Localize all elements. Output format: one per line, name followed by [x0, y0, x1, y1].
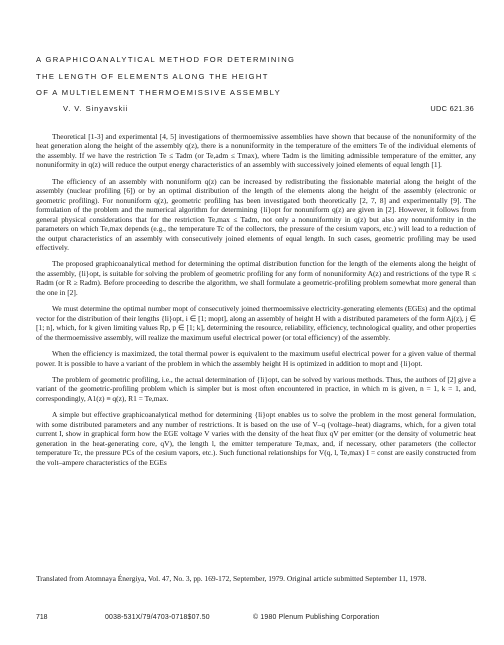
- copyright-notice: © 1980 Plenum Publishing Corporation: [253, 614, 380, 621]
- title-line-3: OF A MULTIELEMENT THERMOEMISSIVE ASSEMBLY: [36, 88, 282, 97]
- author-name: V. V. Sinyavskii: [63, 104, 129, 113]
- paragraph-5: When the efficiency is maximized, the total thermal power is equivalent to the maximum useful electrical power for a given value of thermal power. It is possible to have a variant of the problem in which the assembly height H is optimized in addition to mopt and {li}opt.: [36, 349, 476, 368]
- page-footer: [0, 614, 504, 626]
- paragraph-1: Theoretical [1-3] and experimental [4, 5] investigations of thermoemissive assemblies have shown that because of the nonuniformity of the heat generation along the height of the assembly q(z), there is a nonuniformity in the temperature of the emitters Te of the individual elements of the assembly. If we have the restriction Te ≤ Tadm (or Te,adm ≤ Tmax), where Tadm is the limiting admissible temperature of the emitter, any nonuniformity in q(z) will reduce the output energy characteristics of an assembly with successively joined elements of equal length [1].: [36, 132, 476, 170]
- title-line-2: THE LENGTH OF ELEMENTS ALONG THE HEIGHT: [36, 71, 269, 81]
- udc-code: UDC 621.36: [430, 104, 474, 113]
- title-line-1: A GRAPHICOANALYTICAL METHOD FOR DETERMINING: [36, 55, 296, 64]
- translation-footnote: Translated from Atomnaya Énergiya, Vol. 47, No. 3, pp. 169-172, September, 1979. Original article submitted September 11, 1978.: [36, 574, 427, 583]
- paragraph-3: The proposed graphicoanalytical method for determining the optimal distribution function for the length of the elements along the height of the assembly, {li}opt, is suitable for solving the problem of geometric profiling for any form of nonuniformity A(z) and restrictions of the type R ≤ Radm (or R ≥ Radm). Before proceeding to describe the algorithm, we shall formulate a geometric-profiling problem somewhat more general than the one in [2].: [36, 259, 476, 297]
- paragraph-4: We must determine the optimal number mopt of consecutively joined thermoemissive electricity-generating elements (EGEs) and the optimal vector for the distribution of their lengths {li}opt, i ∈ [1; mopt], along an assembly of height H with a distributed parameters of the form Aj(z), j ∈ [1; n], which, for k given limiting values Rp, p ∈ [1; k], determining the resource, reliability, efficiency, technological quality, and other properties of the thermoemissive assembly, will realize the maximum useful electrical power (or total efficiency) of the assembly.: [36, 304, 476, 342]
- paragraph-2: The efficiency of an assembly with nonuniform q(z) can be increased by redistributing the fissionable material along the height of the assembly (nuclear profiling [6]) or by an optimal distribution of the length of the elements along the height of the assembly (electronic or geometric profiling). For nonuniform q(z), geometric profiling has been investigated both theoretically [2, 7, 8] and experimentally [9]. The formulation of the problem and the numerical algorithm for determining {li}opt for nonuniform q(z) are given in [2]. However, it follows from general physical considerations that for the restriction Te,max ≤ Tadm, not only a nonuniformity in q(z) but also any nonuniformity in the parameters on which Te,max depends (e.g., the temperature Tc of the collectors, the pressure of the cesium vapors, etc.) will lead to a reduction of the output characteristics of an assembly with consecutively joined elements of equal length. In such cases, geometric profiling may be used effectively.: [36, 176, 476, 252]
- article-body: [36, 132, 476, 474]
- page-number: 718: [36, 614, 48, 621]
- paragraph-6: The problem of geometric profiling, i.e., the actual determination of {li}opt, can be solved by various methods. Thus, the authors of [2] give a variant of the geometric-profiling problem which is simpler but is most often encountered in practice, in which m is given, n = 1, k = 1, and, correspondingly, A1(z) ≡ q(z), R1 = Te,max.: [36, 374, 476, 403]
- publication-code: 0038-531X/79/4703-0718$07.50: [105, 614, 210, 621]
- paragraph-7: A simple but effective graphicoanalytical method for determining {li}opt enables us to solve the problem in the most general formulation, with some distributed parameters and any number of restrictions. It is based on the use of V–q (voltage–heat) diagrams, which, for a given total current I, show in graphical form how the EGE voltage V varies with the density of the heat flux qV per emitter (or the density of volumetric heat generation in the heat-generating core, qV), the length l, the emitter temperature Te,max, and, if necessary, other parameters (the collector temperature Tc, the pressure PCs of the cesium vapors, etc.). Such functional relationships for V(q, l, Te,max) I = const are easily constructed from the volt–ampere characteristics of the EGEs: [36, 410, 476, 467]
- article-title: [36, 52, 476, 102]
